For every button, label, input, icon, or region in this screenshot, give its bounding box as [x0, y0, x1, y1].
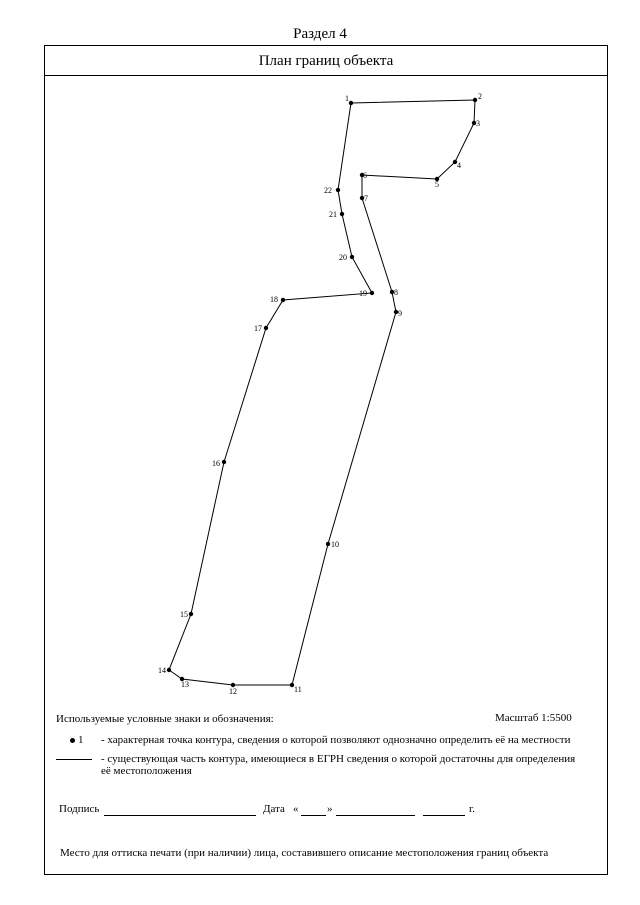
- legend-line-desc-2: её местоположения: [101, 765, 192, 777]
- point-20-label: 20: [339, 253, 347, 262]
- point-16-label: 16: [212, 459, 220, 468]
- point-13-label: 13: [181, 680, 189, 689]
- plan-title: План границ объекта: [45, 46, 607, 76]
- point-10-label: 10: [331, 540, 339, 549]
- stamp-area-text: Место для оттиска печати (при наличии) лица, составившего описание местоположения границ объекта: [60, 847, 549, 859]
- boundary-contour-line: [169, 100, 475, 685]
- point-17-marker: [264, 326, 268, 330]
- signature-label: Подпись: [59, 803, 100, 815]
- point-18-marker: [281, 298, 285, 302]
- point-17-label: 17: [254, 324, 262, 333]
- point-10-marker: [326, 542, 330, 546]
- point-8-label: 8: [394, 288, 398, 297]
- date-month-field[interactable]: [336, 815, 415, 816]
- point-marker-icon: [70, 738, 75, 743]
- point-1-label: 1: [345, 94, 349, 103]
- point-19-label: 19: [359, 289, 367, 298]
- point-22-marker: [336, 188, 340, 192]
- point-9-label: 9: [398, 309, 402, 318]
- characteristic-points: [158, 92, 482, 696]
- legend-point-number: 1: [78, 734, 84, 746]
- point-2-marker: [473, 98, 477, 102]
- point-2-label: 2: [478, 92, 482, 101]
- point-21-label: 21: [329, 210, 337, 219]
- point-1-marker: [349, 101, 353, 105]
- point-18-label: 18: [270, 295, 278, 304]
- point-15-marker: [189, 612, 193, 616]
- point-22-label: 22: [324, 186, 332, 195]
- point-16-marker: [222, 460, 226, 464]
- point-5-label: 5: [435, 180, 439, 189]
- legend-point-desc: - характерная точка контура, сведения о которой позволяют однозначно определить её на местности: [101, 734, 571, 746]
- scale-label: Масштаб 1:5500: [495, 712, 572, 724]
- point-7-label: 7: [364, 194, 368, 203]
- legend-heading: Используемые условные знаки и обозначения:: [56, 713, 274, 725]
- point-4-label: 4: [457, 161, 461, 170]
- date-year-field[interactable]: [423, 815, 465, 816]
- point-14-marker: [167, 668, 171, 672]
- section-title: Раздел 4: [293, 26, 347, 42]
- date-day-field[interactable]: [301, 815, 326, 816]
- quote-close: »: [327, 803, 333, 815]
- point-21-marker: [340, 212, 344, 216]
- year-suffix: г.: [469, 803, 476, 815]
- quote-open: «: [293, 803, 299, 815]
- point-11-label: 11: [294, 685, 302, 694]
- point-20-marker: [350, 255, 354, 259]
- legend-line-desc-1: - существующая часть контура, имеющиеся в ЕГРН сведения о которой достаточны для определения: [101, 753, 576, 765]
- signature-field[interactable]: [104, 815, 256, 816]
- point-19-marker: [370, 291, 374, 295]
- point-6-label: 6: [363, 171, 367, 180]
- point-3-label: 3: [476, 119, 480, 128]
- point-14-label: 14: [158, 666, 166, 675]
- contour-line-sample-icon: [56, 759, 92, 760]
- point-12-label: 12: [229, 687, 237, 696]
- legend-point-row: [70, 734, 84, 746]
- point-15-label: 15: [180, 610, 188, 619]
- date-label: Дата: [263, 803, 285, 815]
